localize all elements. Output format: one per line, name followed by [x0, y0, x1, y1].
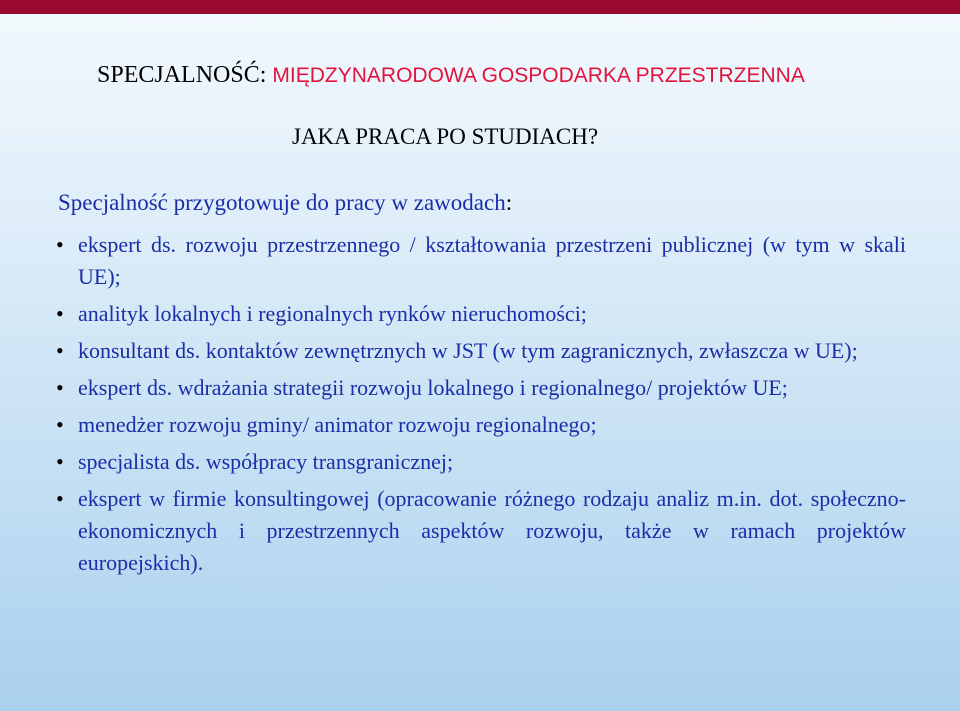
page-title [97, 60, 805, 91]
list-item-text: ekspert ds. rozwoju przestrzennego / kształtowania przestrzeni publicznej (w tym w skali UE); [78, 232, 906, 289]
bullet-icon: • [56, 338, 64, 363]
list-item-text: ekspert w firmie konsultingowej (opracowanie różnego rodzaju analiz m.in. dot. społeczno-ekonomicznych i przestrzennych aspektów rozwoju, także w ramach projektów europejskich). [78, 486, 906, 575]
bullet-icon: • [56, 486, 64, 511]
intro-text: Specjalność przygotowuje do pracy w zawodach [58, 190, 506, 215]
bullet-icon: • [56, 232, 64, 257]
list-item [56, 298, 906, 330]
list-item-text: specjalista ds. współpracy transgranicznej; [78, 449, 454, 474]
bullet-icon: • [56, 375, 64, 400]
list-item-text: analityk lokalnych i regionalnych rynków nieruchomości; [78, 301, 587, 326]
list-item [56, 229, 906, 293]
bullet-icon: • [56, 301, 64, 326]
top-accent-bar [0, 0, 960, 14]
list-item-text: ekspert ds. wdrażania strategii rozwoju lokalnego i regionalnego/ projektów UE; [78, 375, 788, 400]
list-item [56, 409, 906, 441]
profession-list [56, 229, 906, 584]
list-item [56, 446, 906, 478]
intro-colon: : [505, 190, 513, 215]
list-item [56, 335, 906, 367]
list-item [56, 372, 906, 404]
list-item-text: menedżer rozwoju gminy/ animator rozwoju regionalnego; [78, 412, 597, 437]
intro-line [58, 188, 512, 218]
bullet-icon: • [56, 449, 64, 474]
bullet-icon: • [56, 412, 64, 437]
page-subtitle: JAKA PRACA PO STUDIACH? [292, 124, 599, 149]
list-item-text: konsultant ds. kontaktów zewnętrznych w JST (w tym zagranicznych, zwłaszcza w UE); [78, 338, 858, 363]
list-item [56, 483, 906, 579]
title-specialization: MIĘDZYNARODOWA GOSPODARKA PRZESTRZENNA [272, 64, 805, 87]
title-prefix: SPECJALNOŚĆ: [97, 62, 267, 88]
